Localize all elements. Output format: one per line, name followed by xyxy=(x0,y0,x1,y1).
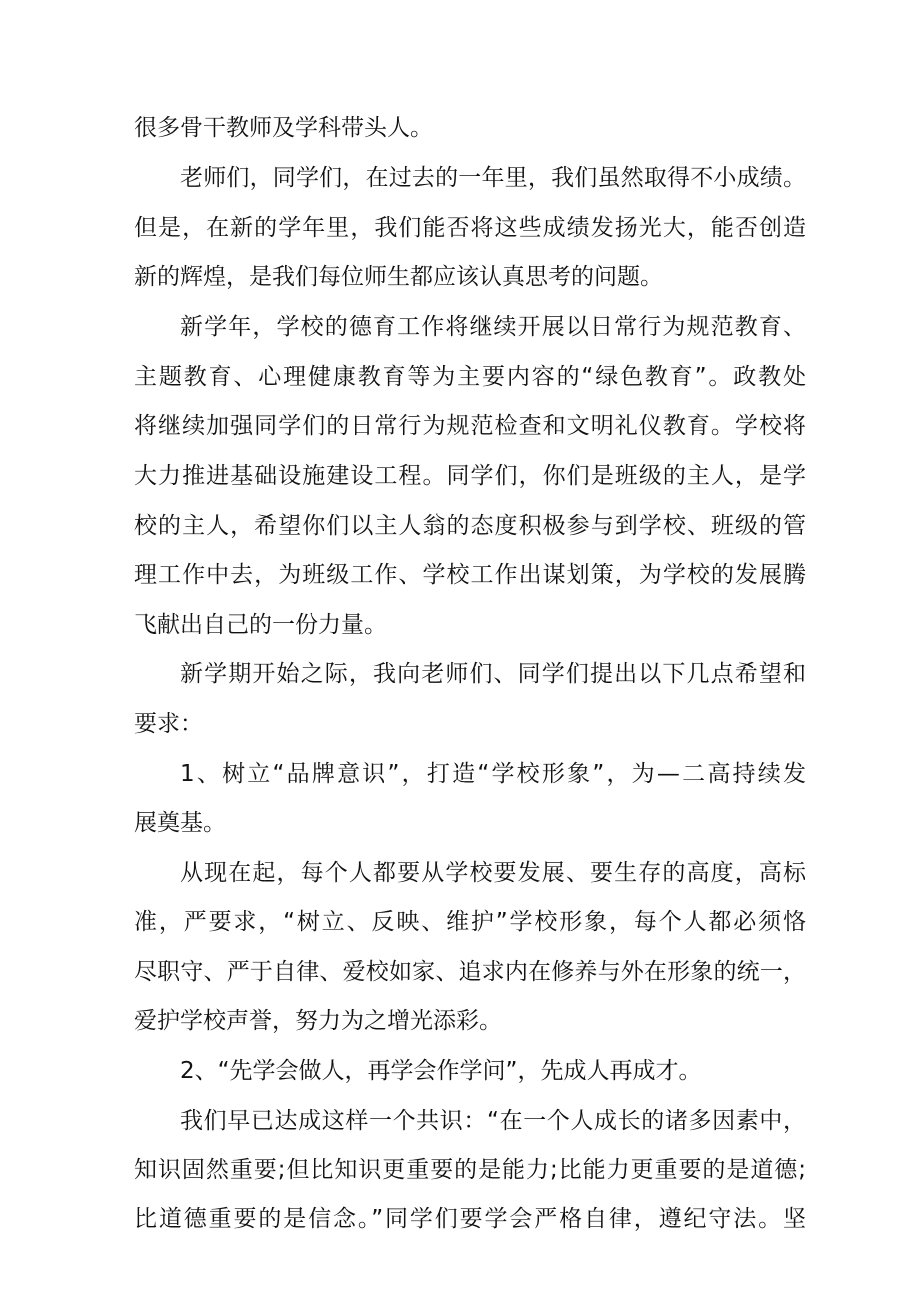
text-line: 2、“先学会做人，再学会作学问”，先成人再成才。 xyxy=(180,1058,702,1084)
text-line: 要求： xyxy=(134,711,203,737)
text-line: 准，严要求，“树立、反映、维护”学校形象，每个人都必须恪 xyxy=(134,909,806,935)
text-line: 新的辉煌，是我们每位师生都应该认真思考的问题。 xyxy=(134,264,663,290)
text-line: 爱护学校声誉，努力为之增光添彩。 xyxy=(134,1008,502,1034)
text-line: 但是，在新的学年里，我们能否将这些成绩发扬光大，能否创造 xyxy=(134,215,806,241)
text-line: 尽职守、严于自律、爱校如家、追求内在修养与外在形象的统一， xyxy=(134,959,806,985)
text-line: 很多骨干教师及学科带头人。 xyxy=(134,115,433,141)
text-line: 知识固然重要;但比知识更重要的是能力;比能力更重要的是道德; xyxy=(134,1157,806,1183)
text-line: 老师们，同学们，在过去的一年里，我们虽然取得不小成绩。 xyxy=(180,165,806,191)
text-line: 我们早已达成这样一个共识：“在一个人成长的诸多因素中， xyxy=(180,1108,806,1134)
text-line: 新学期开始之际，我向老师们、同学们提出以下几点希望和 xyxy=(180,661,806,687)
text-line: 主题教育、心理健康教育等为主要内容的“绿色教育”。政教处 xyxy=(134,364,806,390)
text-line: 1、树立“品牌意识”，打造“学校形象”，为—二高持续发 xyxy=(180,761,806,787)
text-line: 校的主人，希望你们以主人翁的态度积极参与到学校、班级的管 xyxy=(134,513,806,539)
text-line: 展奠基。 xyxy=(134,810,226,836)
text-line: 将继续加强同学们的日常行为规范检查和文明礼仪教育。学校将 xyxy=(134,413,806,439)
text-line: 比道德重要的是信念。”同学们要学会严格自律，遵纪守法。坚 xyxy=(134,1206,806,1232)
text-line: 大力推进基础设施建设工程。同学们，你们是班级的主人，是学 xyxy=(134,463,806,489)
text-line: 理工作中去，为班级工作、学校工作出谋划策，为学校的发展腾 xyxy=(134,562,806,588)
text-line: 新学年，学校的德育工作将继续开展以日常行为规范教育、 xyxy=(180,314,806,340)
text-line: 从现在起，每个人都要从学校要发展、要生存的高度，高标 xyxy=(180,860,806,886)
text-line: 飞献出自己的一份力量。 xyxy=(134,612,387,638)
